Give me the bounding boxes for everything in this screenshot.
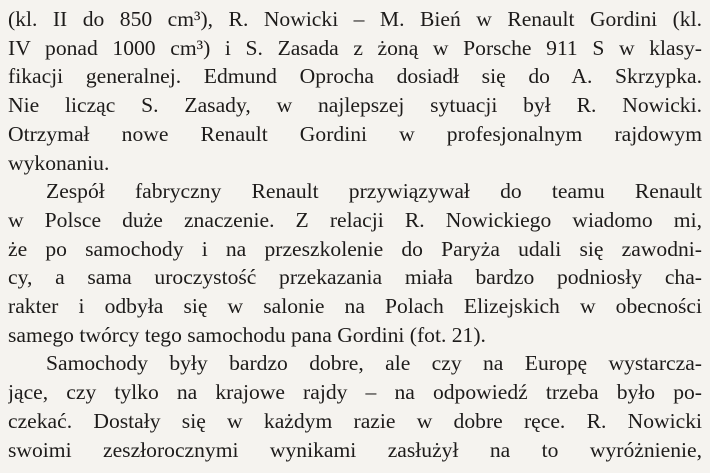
text-line: Zespół fabryczny Renault przywiązywał do teamu Renault: [46, 179, 702, 204]
text-line: IV ponad 1000 cm³) i S. Zasada z żoną w Porsche 911 S w klasy-: [8, 35, 702, 60]
text-line: Otrzymał nowe Renault Gordini w profesjonalnym rajdowym: [8, 121, 702, 146]
text-line: swoimi zeszłorocznymi wynikami zasłużył na to wyróżnienie,: [8, 437, 702, 462]
paragraph-1: [8, 5, 702, 177]
paragraph-2: [8, 177, 702, 349]
paragraph-3: [8, 349, 702, 464]
text-line: samego twórcy tego samochodu pana Gordini (fot. 21).: [8, 322, 486, 347]
text-line: że po samochody i na przeszkolenie do Paryża udali się zawodni-: [8, 236, 702, 261]
text-line: fikacji generalnej. Edmund Oprocha dosiadł się do A. Skrzypka.: [8, 64, 702, 89]
text-line: wykonaniu.: [8, 150, 110, 175]
text-line: rakter i odbyła się w salonie na Polach Elizejskich w obecności: [8, 294, 702, 319]
text-line: (kl. II do 850 cm³), R. Nowicki – M. Bień w Renault Gordini (kl.: [8, 7, 702, 31]
text-line: czekać. Dostały się w każdym razie w dobre ręce. R. Nowicki: [8, 408, 702, 433]
text-line: w Polsce duże znaczenie. Z relacji R. Nowickiego wiadomo mi,: [8, 207, 702, 232]
text-line: Nie licząc S. Zasady, w najlepszej sytuacji był R. Nowicki.: [8, 93, 702, 118]
text-line: cy, a sama uroczystość przekazania miała bardzo podniosły cha-: [8, 265, 702, 290]
text-line: jące, czy tylko na krajowe rajdy – na odpowiedź trzeba było po-: [8, 380, 702, 405]
text-line: Samochody były bardzo dobre, ale czy na Europę wystarcza-: [46, 351, 702, 376]
